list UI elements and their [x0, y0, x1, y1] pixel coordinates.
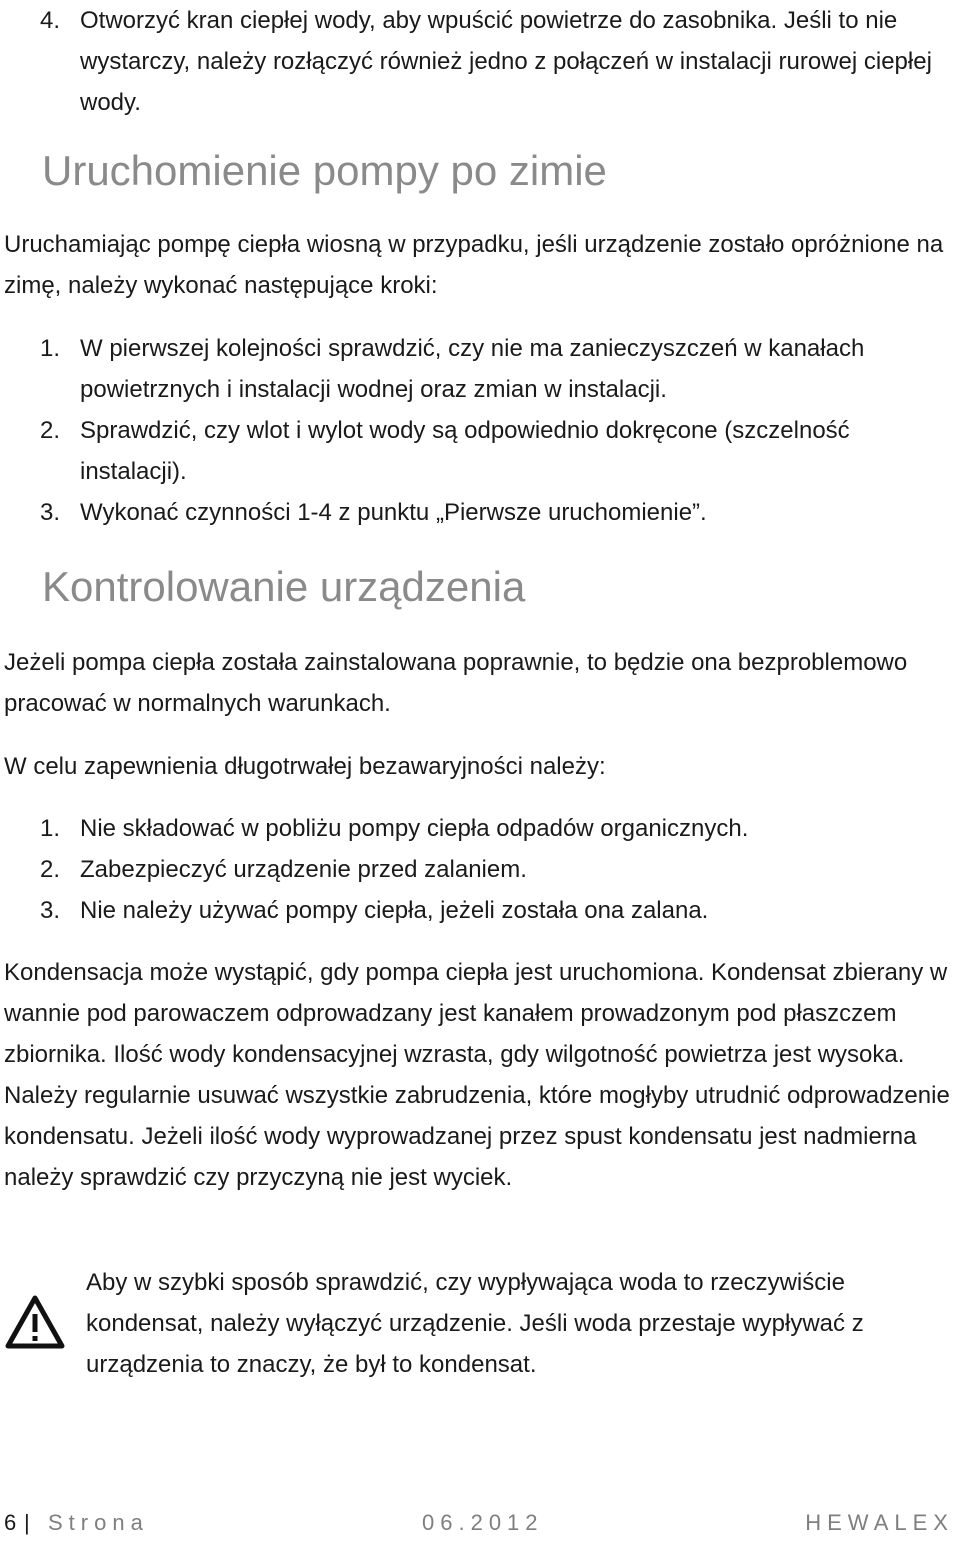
list-item-text: Nie należy używać pompy ciepła, jeżeli została ona zalana. — [80, 897, 709, 924]
warning-triangle-icon — [4, 1294, 66, 1350]
list-item: 2. Zabezpieczyć urządzenie przed zalaniem. — [40, 856, 527, 883]
footer-page-word: Strona — [48, 1510, 149, 1535]
list-item: 3. Nie należy używać pompy ciepła, jeżeli została ona zalana. — [40, 897, 709, 924]
warning-note-text: Aby w szybki sposób sprawdzić, czy wypływająca woda to rzeczywiście kondensat, należy wyłączyć urządzenie. Jeśli woda przestaje wypływać z urządzenia to znaczy, że był to kondensat. — [86, 1269, 864, 1378]
list-item: 1. W pierwszej kolejności sprawdzić, czy nie ma zanieczyszczeń w kanałach powietrznych i instalacji wodnej oraz zmian w instalacji. — [40, 335, 865, 403]
previous-steps-list — [0, 0, 956, 123]
list-item: 4. Otworzyć kran ciepłej wody, aby wpuścić powietrze do zasobnika. Jeśli to nie wystarczy, należy rozłączyć również jedno z połączeń w instalacji rurowej ciepłej wody. — [40, 7, 932, 116]
list-item-text: W pierwszej kolejności sprawdzić, czy nie ma zanieczyszczeń w kanałach powietrznych i instalacji wodnej oraz zmian w instalacji. — [80, 335, 865, 403]
maintenance-steps — [0, 808, 956, 931]
section-intro-paragraph: Uruchamiając pompę ciepła wiosną w przypadku, jeśli urządzenie zostało opróżnione na zimę, należy wykonać następujące kroki: — [4, 231, 944, 299]
maintenance-lead-text: W celu zapewnienia długotrwałej bezawaryjności należy: — [4, 753, 606, 780]
section-heading-winter-startup: Uruchomienie pompy po zimie — [42, 147, 607, 194]
list-item: 3. Wykonać czynności 1-4 z punktu „Pierwsze uruchomienie”. — [40, 499, 707, 526]
list-item: 2. Sprawdzić, czy wlot i wylot wody są odpowiednio dokręcone (szczelność instalacji). — [40, 417, 850, 485]
footer-separator: | — [24, 1510, 30, 1535]
list-item-text: Nie składować w pobliżu pompy ciepła odpadów organicznych. — [80, 815, 749, 842]
list-item: 1. Nie składować w pobliżu pompy ciepła odpadów organicznych. — [40, 815, 749, 842]
page-footer — [4, 1510, 954, 1540]
footer-date: 06.2012 — [422, 1510, 544, 1535]
section-heading-device-control: Kontrolowanie urządzenia — [42, 563, 526, 610]
condensate-paragraph: Kondensacja może wystąpić, gdy pompa ciepła jest uruchomiona. Kondensat zbierany w wannie pod parowaczem odprowadzany jest kanałem prowadzonym pod płaszczem zbiornika. Ilość wody kondensacyjnej wzrasta, gdy wilgotność powietrza jest wysoka. Należy regularnie usuwać wszystkie zabrudzenia, które mogłyby utrudnić odprowadzenie kondensatu. Jeżeli ilość wody wyprowadzanej przez spust kondensatu jest nadmierna należy sprawdzić czy przyczyną nie jest wyciek. — [4, 959, 950, 1191]
page-number: 6 — [4, 1510, 17, 1535]
list-item-text: Wykonać czynności 1-4 z punktu „Pierwsze uruchomienie”. — [80, 499, 707, 526]
list-item-text: Sprawdzić, czy wlot i wylot wody są odpowiednio dokręcone (szczelność instalacji). — [80, 417, 850, 485]
footer-brand: HEWALEX — [805, 1510, 954, 1535]
section-intro-paragraph: Jeżeli pompa ciepła została zainstalowana poprawnie, to będzie ona bezproblemowo pracować w normalnych warunkach. — [4, 649, 908, 717]
list-item-text: Zabezpieczyć urządzenie przed zalaniem. — [80, 856, 527, 883]
winter-startup-steps — [0, 328, 956, 533]
list-item-text: Otworzyć kran ciepłej wody, aby wpuścić powietrze do zasobnika. Jeśli to nie wystarczy, należy rozłączyć również jedno z połączeń w instalacji rurowej ciepłej wody. — [80, 7, 932, 116]
